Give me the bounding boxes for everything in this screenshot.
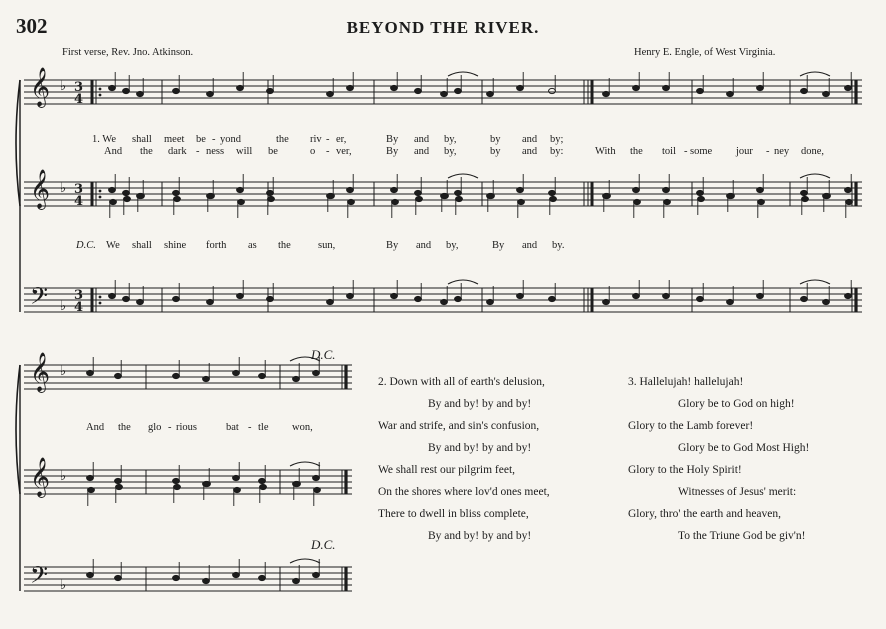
da-capo-mark: D.C. bbox=[311, 347, 336, 362]
note-head bbox=[664, 199, 671, 204]
note-head bbox=[697, 190, 704, 195]
note-head bbox=[173, 190, 180, 195]
note-head bbox=[123, 296, 130, 301]
lyric-syllable: shall bbox=[132, 134, 152, 145]
lyric-syllable: By bbox=[386, 134, 399, 145]
lyric-syllable: With bbox=[595, 146, 616, 157]
lyric-syllable: and bbox=[522, 134, 538, 145]
lyric-syllable: by, bbox=[446, 240, 459, 251]
tie-arc bbox=[290, 462, 320, 466]
note-head bbox=[207, 299, 214, 304]
note-head bbox=[697, 296, 704, 301]
verse2-line: We shall rest our pilgrim feet, bbox=[378, 464, 516, 476]
note-head bbox=[203, 578, 210, 583]
lyric-syllable: yond bbox=[220, 134, 241, 145]
lyric-syllable: the bbox=[118, 422, 131, 433]
note-head bbox=[487, 299, 494, 304]
tie-arc bbox=[448, 174, 478, 178]
note-head bbox=[549, 88, 556, 93]
repeat-dot bbox=[99, 196, 102, 199]
note-head bbox=[174, 484, 181, 489]
note-head bbox=[233, 475, 240, 480]
verse2-line: War and strife, and sin's confusion, bbox=[378, 420, 540, 432]
note-head bbox=[391, 85, 398, 90]
flat-icon: ♭ bbox=[60, 299, 67, 314]
tie-arc bbox=[448, 280, 478, 284]
lyric-syllable: by. bbox=[552, 240, 565, 251]
note-head bbox=[391, 187, 398, 192]
lyric-syllable: - bbox=[212, 134, 216, 145]
note-head bbox=[517, 85, 524, 90]
verse2-line: By and by! by and by! bbox=[428, 530, 532, 542]
lyric-syllable: will bbox=[236, 146, 253, 157]
note-head bbox=[758, 199, 765, 204]
lyric-syllable: dark bbox=[168, 146, 187, 157]
note-head bbox=[823, 91, 830, 96]
note-head bbox=[208, 193, 215, 198]
note-head bbox=[267, 296, 274, 301]
bass-clef-icon: 𝄢 bbox=[30, 561, 49, 594]
note-head bbox=[173, 373, 180, 378]
tie-arc bbox=[290, 559, 320, 563]
note-head bbox=[115, 373, 122, 378]
note-head bbox=[663, 187, 670, 192]
flat-icon: ♭ bbox=[60, 79, 67, 94]
note-head bbox=[442, 193, 449, 198]
lyric-syllable: And bbox=[104, 146, 123, 157]
lyric-syllable: tle bbox=[258, 422, 269, 433]
note-head bbox=[259, 373, 266, 378]
lyric-syllable: the bbox=[276, 134, 289, 145]
lyric-syllable: and bbox=[522, 240, 538, 251]
note-head bbox=[348, 199, 355, 204]
verse3-line: Glory be to God Most High! bbox=[678, 442, 810, 454]
lyric-syllable: by, bbox=[444, 146, 457, 157]
note-head bbox=[757, 187, 764, 192]
note-head bbox=[757, 85, 764, 90]
lyric-syllable: By bbox=[492, 240, 505, 251]
note-head bbox=[727, 91, 734, 96]
note-head bbox=[137, 299, 144, 304]
note-head bbox=[123, 88, 130, 93]
note-head bbox=[455, 88, 462, 93]
tie-arc bbox=[800, 280, 830, 284]
lyric-syllable: by bbox=[490, 146, 501, 157]
note-head bbox=[549, 190, 556, 195]
note-head bbox=[123, 190, 130, 195]
lyric-syllable: the bbox=[140, 146, 153, 157]
note-head bbox=[633, 293, 640, 298]
lyric-syllable: We bbox=[106, 240, 120, 251]
repeat-dot bbox=[99, 296, 102, 299]
note-head bbox=[259, 575, 266, 580]
verse3-line: Witnesses of Jesus' merit: bbox=[678, 486, 797, 498]
verse2-line: By and by! by and by! bbox=[428, 442, 532, 454]
hymn-title: BEYOND THE RIVER. bbox=[346, 18, 540, 37]
note-head bbox=[441, 91, 448, 96]
lyric-syllable: and bbox=[414, 146, 430, 157]
note-head bbox=[173, 88, 180, 93]
note-head bbox=[845, 187, 852, 192]
lyric-syllable: some bbox=[690, 146, 713, 157]
lyric-syllable: toil bbox=[662, 146, 677, 157]
lyric-syllable: - bbox=[684, 146, 688, 157]
note-head bbox=[801, 88, 808, 93]
lyric-syllable: bat bbox=[226, 422, 239, 433]
lyric-syllable: - bbox=[326, 134, 330, 145]
lyric-syllable: the bbox=[630, 146, 643, 157]
lyric-syllable: as bbox=[248, 240, 257, 251]
flat-icon: ♭ bbox=[60, 578, 67, 593]
note-head bbox=[293, 578, 300, 583]
note-head bbox=[313, 572, 320, 577]
bass-clef-icon: 𝄢 bbox=[30, 282, 49, 315]
treble-clef-icon: 𝄞 bbox=[30, 169, 51, 209]
note-head bbox=[267, 88, 274, 93]
lyric-syllable: - bbox=[248, 422, 252, 433]
time-signature-top: 3 bbox=[74, 288, 84, 303]
repeat-dot bbox=[99, 94, 102, 97]
lyric-syllable: And bbox=[86, 422, 105, 433]
note-head bbox=[663, 85, 670, 90]
note-head bbox=[727, 299, 734, 304]
note-head bbox=[846, 199, 853, 204]
note-head bbox=[517, 187, 524, 192]
lyric-syllable: meet bbox=[164, 134, 185, 145]
note-head bbox=[313, 370, 320, 375]
lyric-syllable: jour bbox=[736, 146, 753, 157]
verse3-line: Glory be to God on high! bbox=[678, 398, 795, 410]
note-head bbox=[347, 85, 354, 90]
note-head bbox=[455, 296, 462, 301]
note-head bbox=[550, 196, 557, 201]
note-head bbox=[801, 296, 808, 301]
note-head bbox=[757, 293, 764, 298]
note-head bbox=[268, 196, 275, 201]
note-head bbox=[663, 293, 670, 298]
note-head bbox=[238, 199, 245, 204]
note-head bbox=[109, 187, 116, 192]
flat-icon: ♭ bbox=[60, 181, 67, 196]
note-head bbox=[207, 91, 214, 96]
time-signature-bottom: 4 bbox=[74, 194, 84, 209]
note-head bbox=[347, 187, 354, 192]
note-head bbox=[441, 299, 448, 304]
note-head bbox=[391, 293, 398, 298]
note-head bbox=[415, 190, 422, 195]
time-signature-bottom: 4 bbox=[74, 92, 84, 107]
note-head bbox=[314, 487, 321, 492]
verse3-line: Glory to the Lamb forever! bbox=[628, 420, 754, 432]
lyricist-credit: First verse, Rev. Jno. Atkinson. bbox=[62, 47, 194, 58]
note-head bbox=[416, 196, 423, 201]
verse2-line: There to dwell in bliss complete, bbox=[378, 508, 529, 520]
lyric-syllable: 1. We bbox=[92, 134, 117, 145]
note-head bbox=[392, 199, 399, 204]
note-head bbox=[88, 487, 95, 492]
lyric-syllable: ver, bbox=[336, 146, 352, 157]
note-head bbox=[845, 85, 852, 90]
note-head bbox=[267, 190, 274, 195]
lyric-syllable: and bbox=[416, 240, 432, 251]
note-head bbox=[109, 85, 116, 90]
verse2-line: On the shores where lov'd ones meet, bbox=[378, 486, 550, 498]
note-head bbox=[204, 481, 211, 486]
flat-icon: ♭ bbox=[60, 469, 67, 484]
lyric-syllable: By bbox=[386, 146, 399, 157]
lyric-syllable: be bbox=[268, 146, 278, 157]
note-head bbox=[415, 296, 422, 301]
note-head bbox=[603, 91, 610, 96]
note-head bbox=[549, 296, 556, 301]
lyric-syllable: er, bbox=[336, 134, 347, 145]
lyric-syllable: shall bbox=[132, 240, 152, 251]
note-head bbox=[327, 299, 334, 304]
note-head bbox=[115, 575, 122, 580]
lyric-syllable: forth bbox=[206, 240, 227, 251]
note-head bbox=[456, 196, 463, 201]
note-head bbox=[233, 572, 240, 577]
tie-arc bbox=[800, 174, 830, 178]
repeat-dot bbox=[99, 302, 102, 305]
flat-icon: ♭ bbox=[60, 364, 67, 379]
note-head bbox=[234, 487, 241, 492]
note-head bbox=[259, 478, 266, 483]
note-head bbox=[237, 293, 244, 298]
note-head bbox=[517, 293, 524, 298]
lyric-syllable: - bbox=[168, 422, 172, 433]
page-number: 302 bbox=[16, 14, 48, 38]
note-head bbox=[237, 85, 244, 90]
note-head bbox=[604, 193, 611, 198]
note-head bbox=[138, 193, 145, 198]
note-head bbox=[415, 88, 422, 93]
lyric-syllable: ney bbox=[774, 146, 790, 157]
note-head bbox=[603, 299, 610, 304]
lyric-syllable: be bbox=[196, 134, 206, 145]
lyric-syllable: by: bbox=[550, 146, 564, 157]
note-head bbox=[697, 88, 704, 93]
lyric-syllable: the bbox=[278, 240, 291, 251]
lyric-syllable: ness bbox=[206, 146, 225, 157]
note-head bbox=[87, 475, 94, 480]
lyric-syllable: sun, bbox=[318, 240, 336, 251]
lyric-syllable: and bbox=[414, 134, 430, 145]
treble-clef-icon: 𝄞 bbox=[30, 457, 51, 497]
verse2-line: 2. Down with all of earth's delusion, bbox=[378, 376, 545, 388]
note-head bbox=[124, 196, 131, 201]
lyric-syllable: done, bbox=[801, 146, 825, 157]
note-head bbox=[115, 478, 122, 483]
note-head bbox=[824, 193, 831, 198]
note-head bbox=[845, 293, 852, 298]
note-head bbox=[488, 193, 495, 198]
verse3-line: To the Triune God be giv'n! bbox=[678, 530, 806, 542]
lyric-syllable: By bbox=[386, 240, 399, 251]
repeat-dot bbox=[99, 88, 102, 91]
verse2-line: By and by! by and by! bbox=[428, 398, 532, 410]
tie-arc bbox=[448, 72, 478, 76]
lyric-syllable: won, bbox=[292, 422, 313, 433]
note-head bbox=[634, 199, 641, 204]
lyric-syllable: glo bbox=[148, 422, 162, 433]
lyric-syllable: shine bbox=[164, 240, 187, 251]
tie-arc bbox=[800, 72, 830, 76]
da-capo-mark: D.C. bbox=[311, 537, 336, 552]
note-head bbox=[87, 370, 94, 375]
verse3-line: 3. Hallelujah! hallelujah! bbox=[628, 376, 744, 388]
lyric-syllable: riv bbox=[310, 134, 322, 145]
note-head bbox=[116, 484, 123, 489]
note-head bbox=[823, 299, 830, 304]
lyric-syllable: by bbox=[490, 134, 501, 145]
note-head bbox=[109, 293, 116, 298]
verse3-line: Glory to the Holy Spirit! bbox=[628, 464, 742, 476]
lyric-syllable: by, bbox=[444, 134, 457, 145]
note-head bbox=[237, 187, 244, 192]
note-head bbox=[347, 293, 354, 298]
note-head bbox=[801, 190, 808, 195]
note-head bbox=[174, 196, 181, 201]
note-head bbox=[203, 376, 210, 381]
verse3-line: Glory, thro' the earth and heaven, bbox=[628, 508, 782, 520]
treble-clef-icon: 𝄞 bbox=[30, 352, 51, 392]
lyric-syllable: D.C. bbox=[76, 240, 96, 251]
note-head bbox=[328, 193, 335, 198]
repeat-dot bbox=[99, 190, 102, 193]
note-head bbox=[137, 91, 144, 96]
lyric-syllable: - bbox=[326, 146, 330, 157]
note-head bbox=[313, 475, 320, 480]
lyric-syllable: by; bbox=[550, 134, 564, 145]
note-head bbox=[87, 572, 94, 577]
time-signature-top: 3 bbox=[74, 80, 84, 95]
treble-clef-icon: 𝄞 bbox=[30, 67, 51, 107]
time-signature-bottom: 4 bbox=[74, 300, 84, 315]
composer-credit: Henry E. Engle, of West Virginia. bbox=[634, 47, 776, 58]
note-head bbox=[455, 190, 462, 195]
lyric-syllable: rious bbox=[176, 422, 197, 433]
note-head bbox=[173, 478, 180, 483]
lyric-syllable: - bbox=[766, 146, 770, 157]
note-head bbox=[633, 85, 640, 90]
note-head bbox=[173, 575, 180, 580]
note-head bbox=[802, 196, 809, 201]
note-head bbox=[633, 187, 640, 192]
note-head bbox=[518, 199, 525, 204]
note-head bbox=[487, 91, 494, 96]
lyric-syllable: o bbox=[310, 146, 316, 157]
note-head bbox=[233, 370, 240, 375]
note-head bbox=[294, 481, 301, 486]
note-head bbox=[728, 193, 735, 198]
note-head bbox=[110, 199, 117, 204]
time-signature-top: 3 bbox=[74, 182, 84, 197]
note-head bbox=[260, 484, 267, 489]
note-head bbox=[698, 196, 705, 201]
note-head bbox=[327, 91, 334, 96]
lyric-syllable: - bbox=[196, 146, 200, 157]
note-head bbox=[293, 376, 300, 381]
note-head bbox=[173, 296, 180, 301]
lyric-syllable: and bbox=[522, 146, 538, 157]
